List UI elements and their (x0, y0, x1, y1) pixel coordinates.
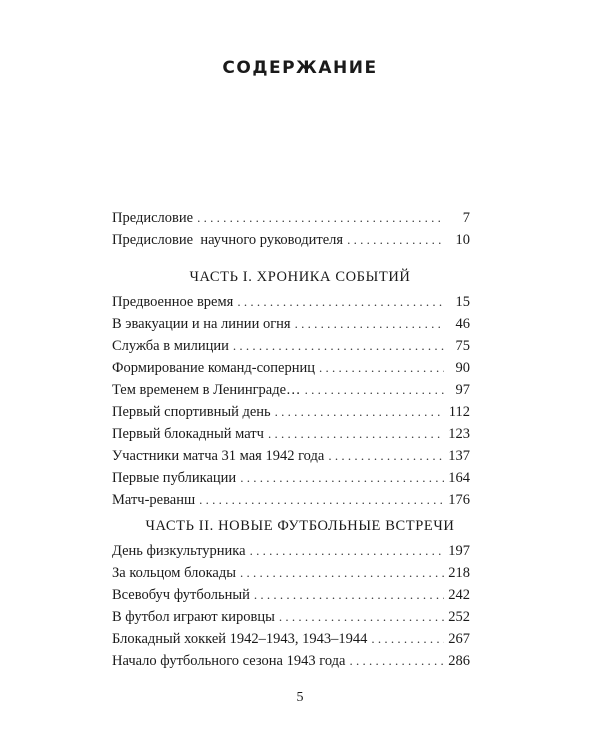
toc-entry-title: Предисловие научного руководителя (112, 232, 344, 248)
toc-intro (112, 210, 470, 254)
toc-entry-title: Формирование команд-соперниц (112, 360, 316, 376)
toc-entry[interactable] (112, 360, 470, 382)
toc-entry[interactable] (112, 587, 470, 609)
toc-entry[interactable] (112, 543, 470, 565)
toc-entry-page: 267 (448, 631, 470, 647)
leader-dots (349, 653, 444, 669)
toc-entry-page: 7 (462, 210, 470, 226)
toc-entry[interactable] (112, 470, 470, 492)
toc-entry-title: Предисловие (112, 210, 194, 226)
toc-entry[interactable] (112, 232, 470, 254)
toc-entry-page: 112 (448, 404, 470, 420)
leader-dots (254, 587, 444, 603)
toc-entry-title: Участники матча 31 мая 1942 года (112, 448, 325, 464)
toc-entry-page: 123 (448, 426, 470, 442)
part-2-heading: ЧАСТЬ II. НОВЫЕ ФУТБОЛЬНЫЕ ВСТРЕЧИ (145, 518, 455, 534)
leader-dots (237, 294, 444, 310)
toc-entry-title: Начало футбольного сезона 1943 года (112, 653, 346, 669)
toc-entry[interactable] (112, 426, 470, 448)
toc-entry[interactable] (112, 565, 470, 587)
toc-entry-title: Матч-реванш (112, 492, 196, 508)
leader-dots (268, 426, 444, 442)
toc-entry[interactable] (112, 382, 470, 404)
toc-entry[interactable] (112, 210, 470, 232)
toc-entry-page: 252 (448, 609, 470, 625)
toc-entry[interactable] (112, 294, 470, 316)
toc-entry-title: Служба в милиции (112, 338, 229, 354)
toc-entry-page: 97 (455, 382, 470, 398)
toc-part-1 (112, 294, 470, 514)
page-title: СОДЕРЖАНИЕ (222, 58, 378, 78)
toc-entry-page: 75 (455, 338, 470, 354)
toc-entry-page: 176 (448, 492, 470, 508)
toc-entry[interactable] (112, 448, 470, 470)
toc-entry[interactable] (112, 653, 470, 675)
toc-entry[interactable] (112, 609, 470, 631)
toc-entry[interactable] (112, 338, 470, 360)
part-1-heading: ЧАСТЬ I. ХРОНИКА СОБЫТИЙ (189, 269, 411, 285)
toc-entry-title: Предвоенное время (112, 294, 234, 310)
leader-dots (240, 470, 444, 486)
leader-dots (295, 316, 444, 332)
toc-entry-page: 15 (455, 294, 470, 310)
leader-dots (233, 338, 444, 354)
leader-dots (371, 631, 444, 647)
leader-dots (199, 492, 444, 508)
toc-part-2 (112, 543, 470, 675)
toc-entry-title: Тем временем в Ленинграде… (112, 382, 301, 398)
toc-entry-page: 286 (448, 653, 470, 669)
toc-entry-page: 10 (455, 232, 470, 248)
leader-dots (275, 404, 444, 420)
toc-entry-title: В футбол играют кировцы (112, 609, 275, 625)
toc-entry-title: В эвакуации и на линии огня (112, 316, 291, 332)
toc-entry-title: День физкультурника (112, 543, 246, 559)
toc-entry-page: 164 (448, 470, 470, 486)
leader-dots (197, 210, 444, 226)
page-number: 5 (296, 690, 304, 705)
toc-entry-title: Первый блокадный матч (112, 426, 264, 442)
toc-entry-page: 197 (448, 543, 470, 559)
toc-entry-title: За кольцом блокады (112, 565, 236, 581)
leader-dots (279, 609, 444, 625)
leader-dots (305, 382, 444, 398)
toc-entry-page: 218 (448, 565, 470, 581)
toc-entry-title: Первый спортивный день (112, 404, 271, 420)
toc-entry-page: 242 (448, 587, 470, 603)
leader-dots (347, 232, 444, 248)
toc-entry[interactable] (112, 316, 470, 338)
toc-entry-title: Блокадный хоккей 1942–1943, 1943–1944 (112, 631, 368, 647)
leader-dots (240, 565, 444, 581)
leader-dots (250, 543, 444, 559)
toc-entry-page: 90 (455, 360, 470, 376)
toc-entry-title: Всевобуч футбольный (112, 587, 250, 603)
leader-dots (328, 448, 444, 464)
toc-entry[interactable] (112, 631, 470, 653)
toc-entry-page: 137 (448, 448, 470, 464)
toc-entry[interactable] (112, 404, 470, 426)
leader-dots (319, 360, 444, 376)
toc-entry[interactable] (112, 492, 470, 514)
toc-entry-title: Первые публикации (112, 470, 237, 486)
toc-entry-page: 46 (455, 316, 470, 332)
